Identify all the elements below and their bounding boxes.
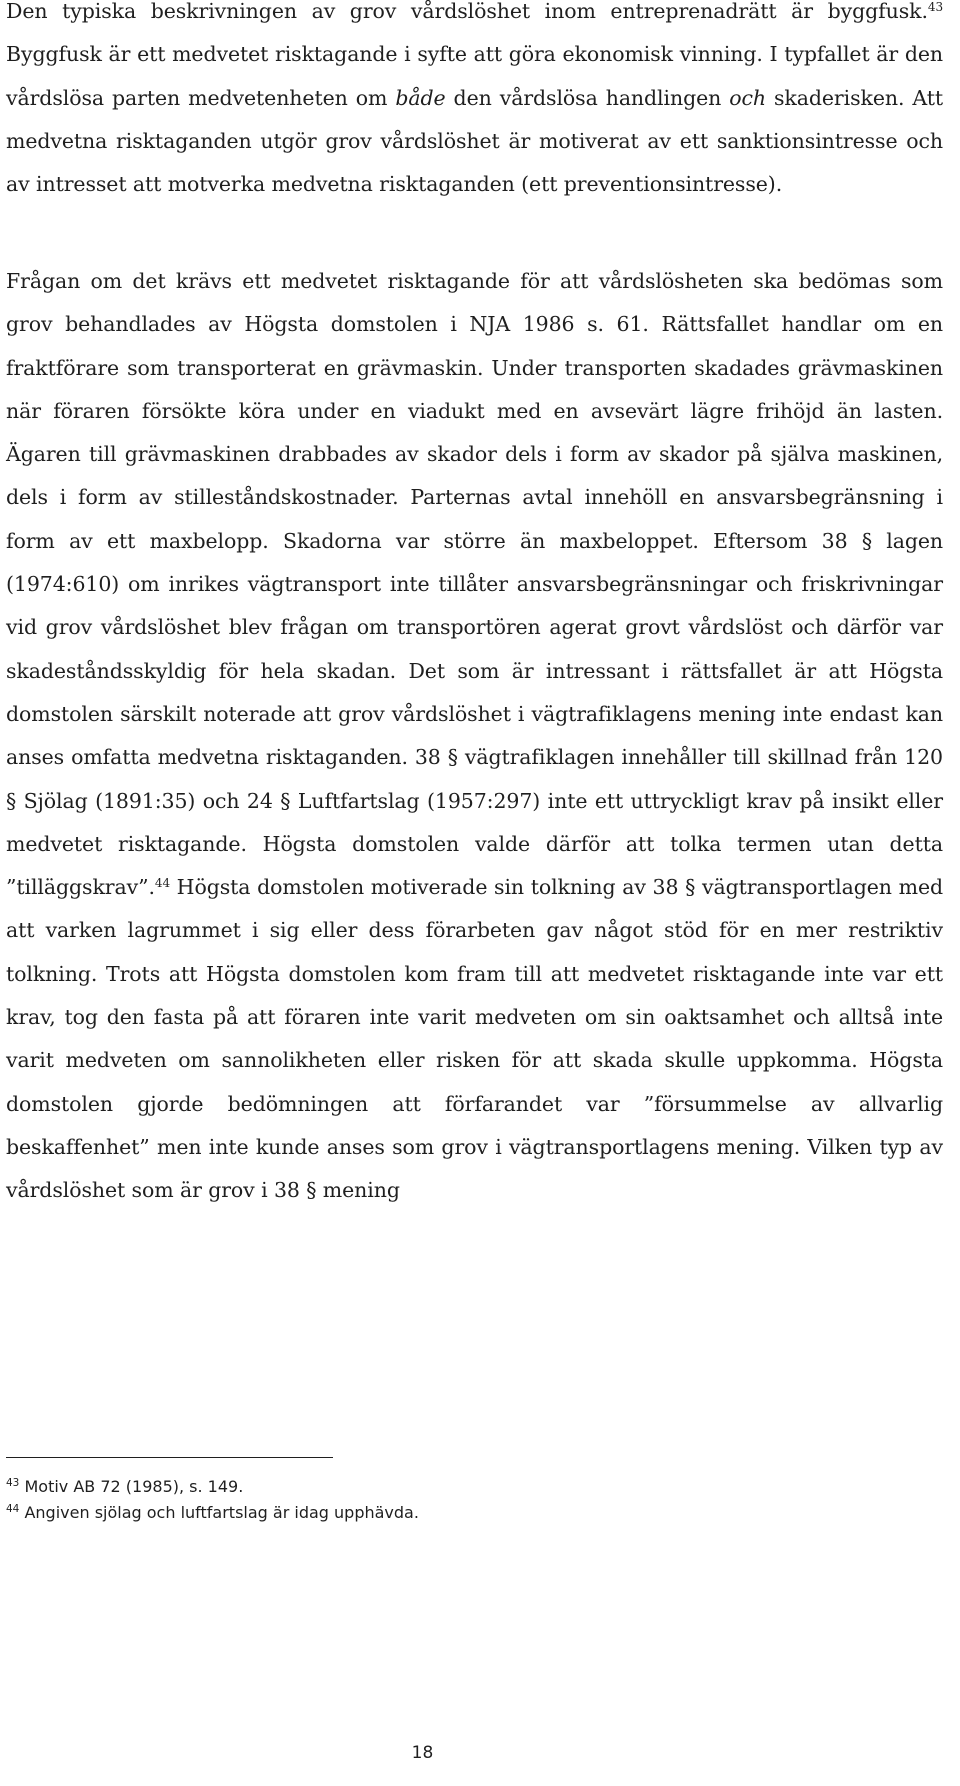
text-run: Den typiska beskrivningen av grov vårdslöshet inom entreprenadrätt är byggfusk. [6,0,928,23]
footnote-43 [6,1476,243,1498]
paragraph-1 [6,0,943,206]
footnote-number: 44 [6,1503,20,1515]
footnote-44 [6,1502,419,1524]
page-number: 18 [411,1743,434,1763]
emphasis-both: både [395,85,446,110]
footnote-separator [6,1457,333,1458]
footnote-ref-43[interactable]: 43 [927,0,943,14]
text-run: den vårdslösa handlingen [445,85,730,110]
paragraph-2 [6,260,943,1213]
footnote-text: Motiv AB 72 (1985), s. 149. [24,1477,244,1496]
text-run: skaderisken. Att medvetna risktaganden utgör grov vårdslöshet är motiverat av ett sanktionsintresse och av intresset att motverka medvetna risktaganden (ett preventionsintresse). [6,85,943,197]
footnote-number: 43 [6,1477,20,1489]
text-run: Högsta domstolen motiverade sin tolkning av 38 § vägtransportlagen med att varken lagrummet i sig eller dess förarbeten gav något stöd för en mer restriktiv tolkning. Trots att Högsta domstolen kom fram till att medvetet risktagande inte var ett krav, tog den fasta på att föraren inte varit medveten om sin oaktsamhet och alltså inte varit medveten om sannolikheten eller risken för att skada skulle uppkomma. Högsta domstolen gjorde bedömningen att förfarandet var ”försummelse av allvarlig beskaffenhet” men inte kunde anses som grov i vägtransportlagens mening. Vilken typ av vårdslöshet som är grov i 38 § mening [6,875,943,1203]
footnote-text: Angiven sjölag och luftfartslag är idag upphävda. [24,1503,419,1522]
emphasis-and: och [729,85,766,110]
footnote-ref-44[interactable]: 44 [154,876,170,891]
text-run: Frågan om det krävs ett medvetet risktagande för att vårdslösheten ska bedömas som grov behandlades av Högsta domstolen i NJA 1986 s. 61. Rättsfallet handlar om en fraktförare som transporterat en grävmaskin. Under transporten skadades grävmaskinen när föraren försökte köra under en viadukt med en avsevärt lägre frihöjd än lasten. Ägaren till grävmaskinen drabbades av skador dels i form av skador på själva maskinen, dels i form av stilleståndskostnader. Parternas avtal innehöll en ansvarsbegränsning i form av ett maxbelopp. Skadorna var större än maxbeloppet. Eftersom 38 § lagen (1974:610) om inrikes vägtransport inte tillåter ansvarsbegränsningar och friskrivningar vid grov vårdslöshet blev frågan om transportören agerat grovt vårdslöst och därför var skadeståndsskyldig för hela skadan. Det som är intressant i rättsfallet är att Högsta domstolen särskilt noterade att grov vårdslöshet i vägtrafiklagens mening inte endast kan anses omfatta medvetna risktaganden. 38 § vägtrafiklagen innehåller till skillnad från 120 § Sjölag (1891:35) och 24 § Luftfartslag (1957:297) inte ett uttryckligt krav på insikt eller medvetet risktagande. Högsta domstolen valde därför att tolka termen utan detta ”tilläggskrav”. [6,269,943,900]
text-run: Byggfusk är ett medvetet risktagande i syfte att göra ekonomisk vinning. I typfallet är den vårdslösa parten medvetenheten om [6,42,943,110]
